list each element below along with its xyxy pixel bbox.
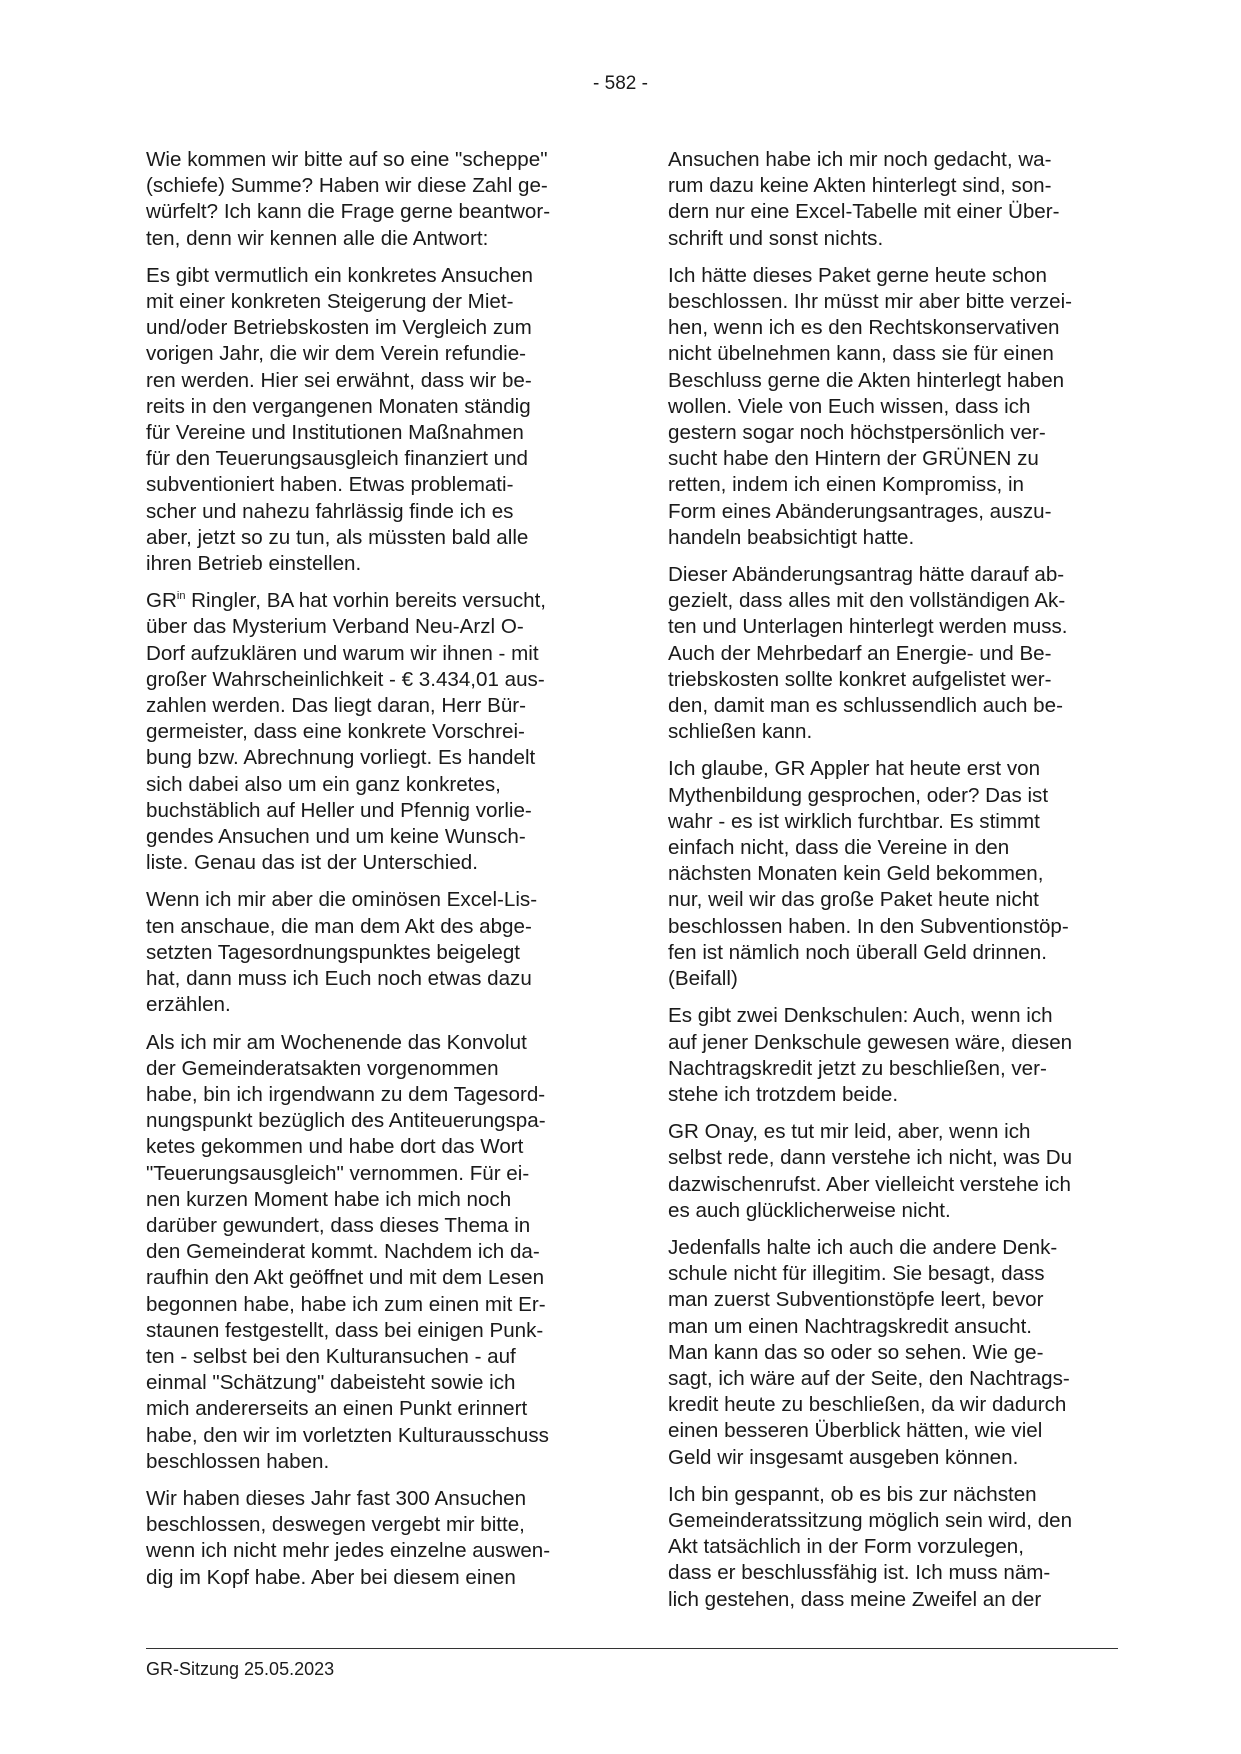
- paragraph-gr-ringler: [146, 588, 594, 876]
- footer-divider: [146, 1648, 1118, 1649]
- right-column: [668, 147, 1116, 1624]
- paragraph: Es gibt zwei Denkschulen: Auch, wenn ich auf jener Denkschule gewesen wäre, diesen Nachtragskredit jetzt zu beschließen, ver- stehe ich trotzdem beide.: [668, 1004, 1073, 1106]
- page-number: - 582 -: [593, 73, 648, 94]
- gr-title-prefix: GR: [146, 589, 177, 613]
- paragraph: Wenn ich mir aber die ominösen Excel-Lis- ten anschaue, die man dem Akt des abge- setzten Tagesordnungspunktes beigelegt hat, dann muss ich Euch noch etwas dazu erzählen.: [146, 888, 538, 1017]
- left-column: [146, 147, 594, 1602]
- paragraph: Jedenfalls halte ich auch die andere Denk- schule nicht für illegitim. Sie besagt, dass man zuerst Subventionstöpfe leert, bevor man um einen Nachtragskredit ansucht. Man kann das so oder so sehen. Wie ge- sagt, ich wäre auf der Seite, den Nachtrags- kredit heute zu beschließen, da wir dadurch einen besseren Überblick hätten, wie viel Geld wir insgesamt ausgeben können.: [668, 1235, 1070, 1469]
- paragraph: Ich hätte dieses Paket gerne heute schon beschlossen. Ihr müsst mir aber bitte verzei- hen, wenn ich es den Rechtskonservativen nicht übelnehmen kann, dass sie für einen Beschluss gerne die Akten hinterlegt haben wollen. Viele von Euch wissen, dass ich gestern sogar noch höchstpersönlich ver- sucht habe den Hintern der GRÜNEN zu retten, indem ich einen Kompromiss, in Form eines Abänderungsantrages, auszu- handeln beabsichtigt hatte.: [668, 263, 1073, 549]
- paragraph: Ansuchen habe ich mir noch gedacht, wa- rum dazu keine Akten hinterlegt sind, son- dern nur eine Excel-Tabelle mit einer Über- schrift und sonst nichts.: [668, 148, 1060, 250]
- paragraph: Wie kommen wir bitte auf so eine "scheppe" (schiefe) Summe? Haben wir diese Zahl ge- würfelt? Ich kann die Frage gerne beantwor- ten, denn wir kennen alle die Antwort:: [146, 148, 551, 250]
- paragraph: Ich bin gespannt, ob es bis zur nächsten Gemeinderatssitzung möglich sein wird, den Akt tatsächlich in der Form vorzulegen, dass er beschlussfähig ist. Ich muss näm- lich gestehen, dass meine Zweifel an der: [668, 1482, 1073, 1611]
- paragraph: Als ich mir am Wochenende das Konvolut der Gemeinderatsakten vorgenommen habe, bin ich irgendwann zu dem Tagesord- nungspunkt bezüglich des Antiteuerungspa- ketes gekommen und habe dort das Wort "Teuerungsausgleich" vernommen. Für ei- nen kurzen Moment habe ich mich noch darüber gewundert, dass dieses Thema in den Gemeinderat kommt. Nachdem ich da- raufhin den Akt geöffnet und mit dem Lesen begonnen habe, habe ich zum einen mit Er- staunen festgestellt, dass bei einigen Punk- ten - selbst bei den Kulturansuchen - auf einmal "Schätzung" dabeisteht sowie ich mich andererseits an einen Punkt erinnert habe, den wir im vorletzten Kulturausschuss beschlossen haben.: [146, 1030, 549, 1473]
- paragraph-text: Ringler, BA hat vorhin bereits versucht, über das Mysterium Verband Neu-Arzl O- Dorf aufzuklären und warum wir ihnen - mit großer Wahrscheinlichkeit - € 3.434,01 aus- zahlen werden. Das liegt daran, Herr Bür- germeister, dass eine konkrete Vorschrei- bung bzw. Abrechnung vorliegt. Es handelt sich dabei also um ein ganz konkretes, buchstäblich auf Heller und Pfennig vorlie- gendes Ansuchen und um keine Wunsch- liste. Genau das ist der Unterschied.: [146, 589, 547, 875]
- paragraph: Ich glaube, GR Appler hat heute erst von Mythenbildung gesprochen, oder? Das ist wahr - es ist wirklich furchtbar. Es stimmt einfach nicht, dass die Vereine in den nächsten Monaten kein Geld bekommen, nur, weil wir das große Paket heute nicht beschlossen haben. In den Subventionstöp- fen ist nämlich noch überall Geld drinnen. (Beifall): [668, 757, 1069, 991]
- paragraph: Wir haben dieses Jahr fast 300 Ansuchen beschlossen, deswegen vergebt mir bitte, wenn ich nicht mehr jedes einzelne auswen- dig im Kopf habe. Aber bei diesem einen: [146, 1486, 551, 1589]
- gr-title-superscript: in: [176, 590, 186, 603]
- paragraph: GR Onay, es tut mir leid, aber, wenn ich selbst rede, dann verstehe ich nicht, was Du dazwischenrufst. Aber vielleicht verstehe ich es auch glücklicherweise nicht.: [668, 1120, 1073, 1222]
- paragraph: Es gibt vermutlich ein konkretes Ansuchen mit einer konkreten Steigerung der Miet- und/oder Betriebskosten im Vergleich zum vorigen Jahr, die wir dem Verein refundie- ren werden. Hier sei erwähnt, dass wir be- reits in den vergangenen Monaten ständig für Vereine und Institutionen Maßnahmen für den Teuerungsausgleich finanziert und subventioniert haben. Etwas problemati- scher und nahezu fahrlässig finde ich es aber, jetzt so zu tun, als müssten bald alle ihren Betrieb einstellen.: [146, 263, 533, 576]
- paragraph: Dieser Abänderungsantrag hätte darauf ab- gezielt, dass alles mit den vollständigen Ak- ten und Unterlagen hinterlegt werden muss. Auch der Mehrbedarf an Energie- und Be- triebskosten sollte konkret aufgelistet wer- den, damit man es schlussendlich auch be- schließen kann.: [668, 563, 1068, 744]
- footer-session-date: GR-Sitzung 25.05.2023: [146, 1659, 335, 1679]
